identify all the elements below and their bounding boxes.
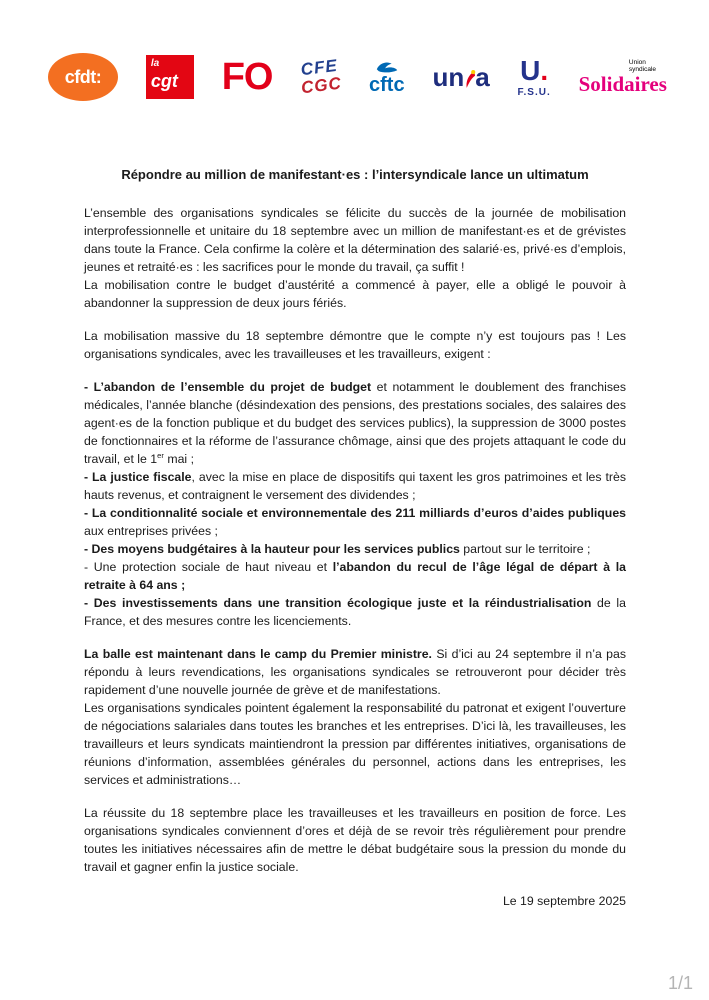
document-date: Le 19 septembre 2025 bbox=[502, 894, 626, 908]
fsu-logo bbox=[517, 54, 551, 98]
text-run: aux entreprises privées ; bbox=[84, 524, 218, 538]
cftc-logo-text: cftc bbox=[369, 74, 405, 96]
cftc-logo bbox=[369, 59, 405, 95]
intro-paragraph bbox=[84, 204, 626, 276]
text-run: Si d’ici au 24 septembre il n’a pas répondu à leurs revendications, les organisations syndicales se retrouveront pour décider très rapidement d’une nouvelle journée de grève et de manifestations. bbox=[84, 647, 626, 697]
fo-logo bbox=[222, 58, 273, 96]
text-run: La mobilisation massive du 18 septembre démontre que le compte n’y est toujours pas ! Les organisations syndicales, avec les travailleuses et les travailleurs, exigent : bbox=[84, 329, 626, 361]
text-run: La mobilisation contre le budget d’austérité a commencé à payer, elle a obligé le pouvoir à abandonner la suppression de deux jours fériés. bbox=[84, 278, 626, 310]
cgt-logo-text-la: la bbox=[150, 58, 160, 69]
text-run: partout sur le territoire ; bbox=[459, 542, 591, 556]
cgt-logo-text-cgt: cgt bbox=[150, 71, 178, 91]
text-run-bold: - La conditionnalité sociale et environnementale des 211 milliards d’euros d’aides publiques bbox=[84, 506, 626, 520]
text-run-bold: - Des investissements dans une transition écologique juste et la réindustrialisation bbox=[84, 596, 592, 610]
demand-item-conditionnalite bbox=[84, 504, 626, 540]
text-run: et notamment le doublement des franchises médicales, l’année blanche (désindexation des pensions, des prestations sociales, des salaires des agent·es de la fonction publique et du budget des services publics), la suppression de 3000 postes de fonctionnaires et la réforme de l’assurance chômage, ainsi que des projets attaquant le code du travail, et le 1 bbox=[84, 380, 626, 466]
cgt-logo bbox=[146, 55, 194, 99]
fo-logo-text: FO bbox=[221, 56, 273, 98]
unsa-logo-text-un: un bbox=[432, 62, 465, 92]
cfe-cgc-logo-text-cfe: CFE bbox=[300, 56, 340, 80]
ultimatum-paragraph bbox=[84, 645, 626, 699]
text-run-bold: l’abandon du recul de l’âge légal de départ à la retraite à 64 ans ; bbox=[84, 560, 627, 592]
document-title: Répondre au million de manifestant·es : l’intersyndicale lance un ultimatum bbox=[121, 167, 589, 182]
unsa-logo-text-a: a bbox=[475, 62, 490, 92]
cgt-badge bbox=[146, 55, 194, 99]
solidaires-logo-subtitle: Union syndicale bbox=[628, 58, 657, 73]
text-run-bold: - La justice fiscale bbox=[84, 470, 192, 484]
solidaires-logo-text: Solidaires bbox=[578, 72, 667, 97]
text-run: L’ensemble des organisations syndicales se félicite du succès de la journée de mobilisation interprofessionnelle et unitaire du 18 septembre avec un million de manifestant·es et de grévistes dans toute la France. Cela confirme la colère et la détermination des salarié·es, privé·es d’emplois, jeunes et retraité·es : les sacrifices pour le monde du travail, ça suffit ! bbox=[84, 206, 626, 274]
demands-intro-paragraph bbox=[84, 327, 626, 363]
union-logos-row bbox=[48, 46, 667, 108]
text-run-bold: - L’abandon de l’ensemble du projet de budget bbox=[84, 380, 372, 394]
document-body bbox=[84, 204, 626, 876]
fsu-logo-big bbox=[520, 54, 549, 86]
text-run: Les organisations syndicales pointent également la responsabilité du patronat et exigent l’ouverture de négociations salariales dans toutes les branches et les entreprises. D’ici là, les travailleuses, les travailleurs et leurs syndicats maintiendront la pression par différentes initiatives, organisations de réunions d’information, assemblées générales du personnel, actions dans les entreprises, les services et administrations… bbox=[84, 701, 626, 787]
demand-item-investissements bbox=[84, 594, 626, 630]
text-run: mai ; bbox=[163, 452, 194, 466]
fsu-logo-red-dot: . bbox=[540, 54, 549, 86]
text-run-bold: - Des moyens budgétaires à la hauteur pour les services publics bbox=[84, 542, 460, 556]
patronat-paragraph bbox=[84, 699, 626, 789]
unsa-logo bbox=[432, 64, 489, 90]
cfe-cgc-logo bbox=[298, 57, 343, 97]
demand-item-budget bbox=[84, 378, 626, 468]
cfdt-logo bbox=[48, 53, 118, 101]
unsa-logo-row bbox=[432, 64, 489, 90]
cfe-cgc-logo-text-cgc: CGC bbox=[300, 73, 344, 98]
document-content bbox=[84, 166, 626, 910]
cfdt-badge bbox=[48, 53, 118, 101]
text-run: - Une protection sociale de haut niveau et bbox=[84, 560, 333, 574]
solidaires-logo bbox=[579, 59, 667, 96]
fsu-logo-text: F.S.U. bbox=[517, 86, 551, 98]
budget-austerity-paragraph bbox=[84, 276, 626, 312]
cfdt-logo-text: cfdt: bbox=[64, 66, 102, 87]
page-indicator: 1/1 bbox=[667, 973, 693, 993]
text-run: , avec la mise en place de dispositifs qui taxent les gros patrimoines et les très hauts revenus, et contraignent le versement des dividendes ; bbox=[84, 470, 626, 502]
demand-item-services-publics bbox=[84, 540, 626, 558]
text-run: La réussite du 18 septembre place les travailleuses et les travailleurs en position de force. Les organisations syndicales conviennent d’ores et déjà de se revoir très régulièrement pour prendre toutes les initiatives nécessaires afin de mettre le débat budgétaire sous la pression du monde du travail et gagner enfin la justice sociale. bbox=[84, 806, 626, 874]
fsu-logo-u: U bbox=[520, 54, 541, 86]
dove-icon bbox=[374, 59, 400, 74]
text-run: de la France, et des mesures contre les licenciements. bbox=[84, 596, 626, 628]
closing-paragraph bbox=[84, 804, 626, 876]
text-run: er bbox=[157, 450, 164, 460]
demand-item-justice-fiscale bbox=[84, 468, 626, 504]
demand-item-retraite bbox=[84, 558, 626, 594]
text-run-bold: La balle est maintenant dans le camp du Premier ministre. bbox=[84, 647, 432, 661]
